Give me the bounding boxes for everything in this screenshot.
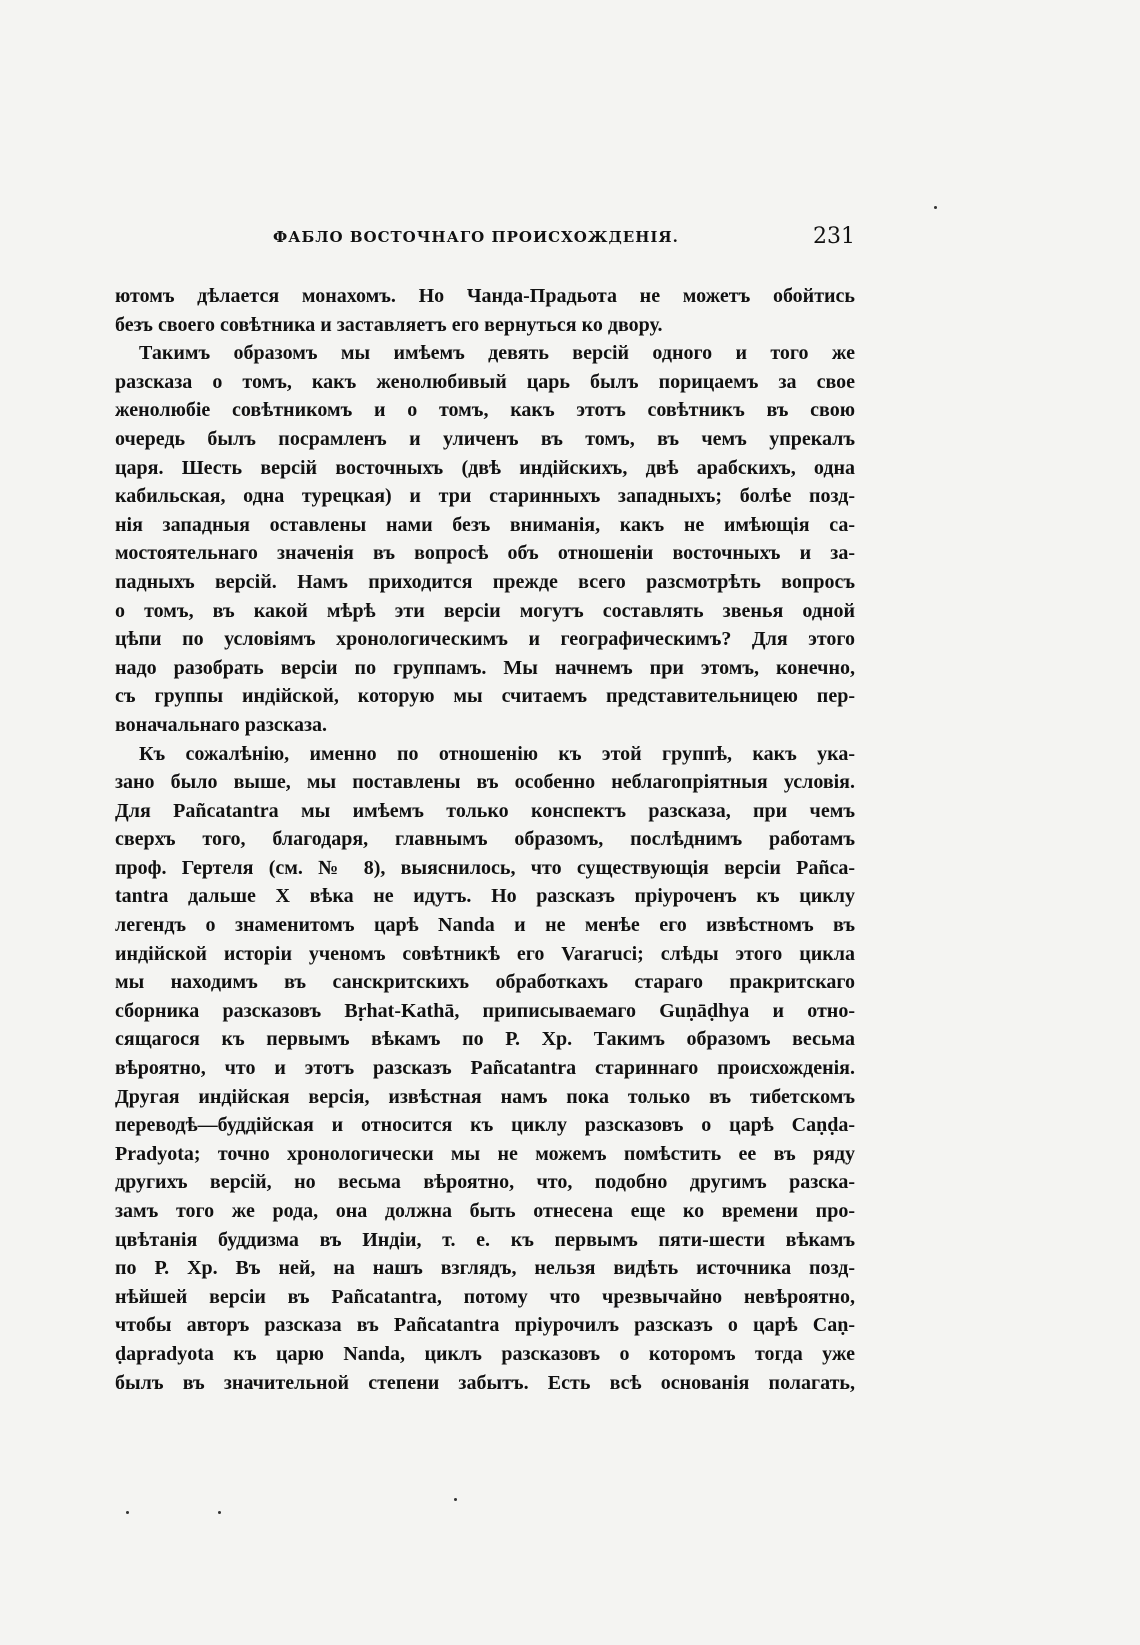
text-line: сящагося къ первымъ вѣкамъ по Р. Хр. Такимъ образомъ весьма (115, 1028, 855, 1051)
text-line: съ группы индійской, которую мы считаемъ представительницею пер- (115, 685, 855, 708)
text-line: проф. Гертеля (см. № 8), выяснилось, что существующія версіи Pañca- (115, 856, 855, 879)
running-title: ФАБЛО ВОСТОЧНАГО ПРОИСХОЖДЕНІЯ. (273, 228, 679, 246)
text-line: легендъ о знаменитомъ царѣ Nanda и не менѣе его извѣстномъ въ (115, 914, 855, 937)
scan-speck (126, 1511, 129, 1514)
text-line: безъ своего совѣтника и заставляетъ его вернуться ко двору. (115, 313, 663, 336)
text-line: зано было выше, мы поставлены въ особенно неблагопріятныя условія. (115, 771, 855, 794)
text-line: очередь былъ посрамленъ и уличенъ въ томъ, въ чемъ упрекалъ (115, 427, 855, 450)
text-line: о томъ, въ какой мѣрѣ эти версіи могутъ составлять звенья одной (115, 599, 855, 622)
text-line: Pradyota; точно хронологически мы не можемъ помѣстить ее въ ряду (115, 1142, 855, 1165)
text-line: былъ въ значительной степени забытъ. Есть всѣ основанія полагать, (115, 1371, 855, 1394)
text-line: цѣпи по условіямъ хронологическимъ и географическимъ? Для этого (115, 628, 855, 651)
text-line: Для Pañcatantra мы имѣемъ только конспектъ разсказа, при чемъ (115, 799, 855, 822)
text-line: Къ сожалѣнію, именно по отношенію къ этой группѣ, какъ ука- (139, 742, 855, 765)
text-line: чтобы авторъ разсказа въ Pañcatantra пріурочилъ разсказъ о царѣ Caṇ- (115, 1314, 855, 1337)
text-line: tantra дальше X вѣка не идутъ. Но разсказъ пріуроченъ къ циклу (115, 885, 855, 908)
scan-speck (934, 206, 937, 209)
text-line: индійской исторіи ученомъ совѣтникѣ его Vararuci; слѣды этого цикла (115, 942, 855, 965)
text-line: нѣйшей версіи въ Pañcatantra, потому что чрезвычайно невѣроятно, (115, 1285, 855, 1308)
text-line: переводѣ—буддійская и относится къ циклу разсказовъ о царѣ Caṇḍa- (115, 1114, 855, 1137)
text-line: разсказа о томъ, какъ женолюбивый царь былъ порицаемъ за свое (115, 370, 855, 393)
text-line: другихъ версій, но весьма вѣроятно, что, подобно другимъ разска- (115, 1171, 855, 1194)
text-line: падныхъ версій. Намъ приходится прежде всего разсмотрѣть вопросъ (115, 570, 855, 593)
text-line: царя. Шесть версій восточныхъ (двѣ индійскихъ, двѣ арабскихъ, одна (115, 456, 855, 479)
text-line: сверхъ того, благодаря, главнымъ образомъ, послѣднимъ работамъ (115, 828, 855, 851)
text-line: ḍapradyota къ царю Nanda, циклъ разсказовъ о которомъ тогда уже (115, 1342, 855, 1365)
text-line: по Р. Хр. Въ ней, на нашъ взглядъ, нельзя видѣть источника позд- (115, 1257, 855, 1280)
text-line: Такимъ образомъ мы имѣемъ девять версій одного и того же (139, 342, 855, 365)
text-line: ютомъ дѣлается монахомъ. Но Чанда-Прадьота не можетъ обойтись (115, 285, 855, 307)
text-line: Другая индійская версія, извѣстная намъ пока только въ тибетскомъ (115, 1085, 855, 1108)
text-line: воначальнаго разсказа. (115, 713, 328, 736)
text-line: замъ того же рода, она должна быть отнесена еще ко времени про- (115, 1200, 855, 1222)
text-line: мы находимъ въ санскритскихъ обработкахъ стараго пракритскаго (115, 971, 855, 994)
scan-speck (218, 1511, 221, 1514)
text-line: цвѣтанія буддизма въ Индіи, т. е. къ первымъ пяти-шести вѣкамъ (115, 1228, 855, 1251)
page-number: 231 (813, 224, 855, 249)
text-line: надо разобрать версіи по группамъ. Мы начнемъ при этомъ, конечно, (115, 656, 855, 679)
text-line: кабильская, одна турецкая) и три старинныхъ западныхъ; болѣе позд- (115, 485, 855, 508)
text-line: женолюбіе совѣтникомъ и о томъ, какъ этотъ совѣтникъ въ свою (115, 399, 855, 422)
text-line: мостоятельнаго значенія въ вопросѣ объ отношеніи восточныхъ и за- (115, 542, 855, 565)
text-line: сборника разсказовъ Bṛhat-Kathā, приписываемаго Guṇāḍhya и отно- (115, 999, 855, 1022)
body-text (115, 282, 855, 1397)
text-line: вѣроятно, что и этотъ разсказъ Pañcatantra стариннаго происхожденія. (115, 1057, 855, 1080)
text-line: нія западныя оставлены нами безъ вниманія, какъ не имѣющія са- (115, 513, 855, 536)
scan-speck (454, 1498, 457, 1501)
running-header (115, 224, 855, 258)
